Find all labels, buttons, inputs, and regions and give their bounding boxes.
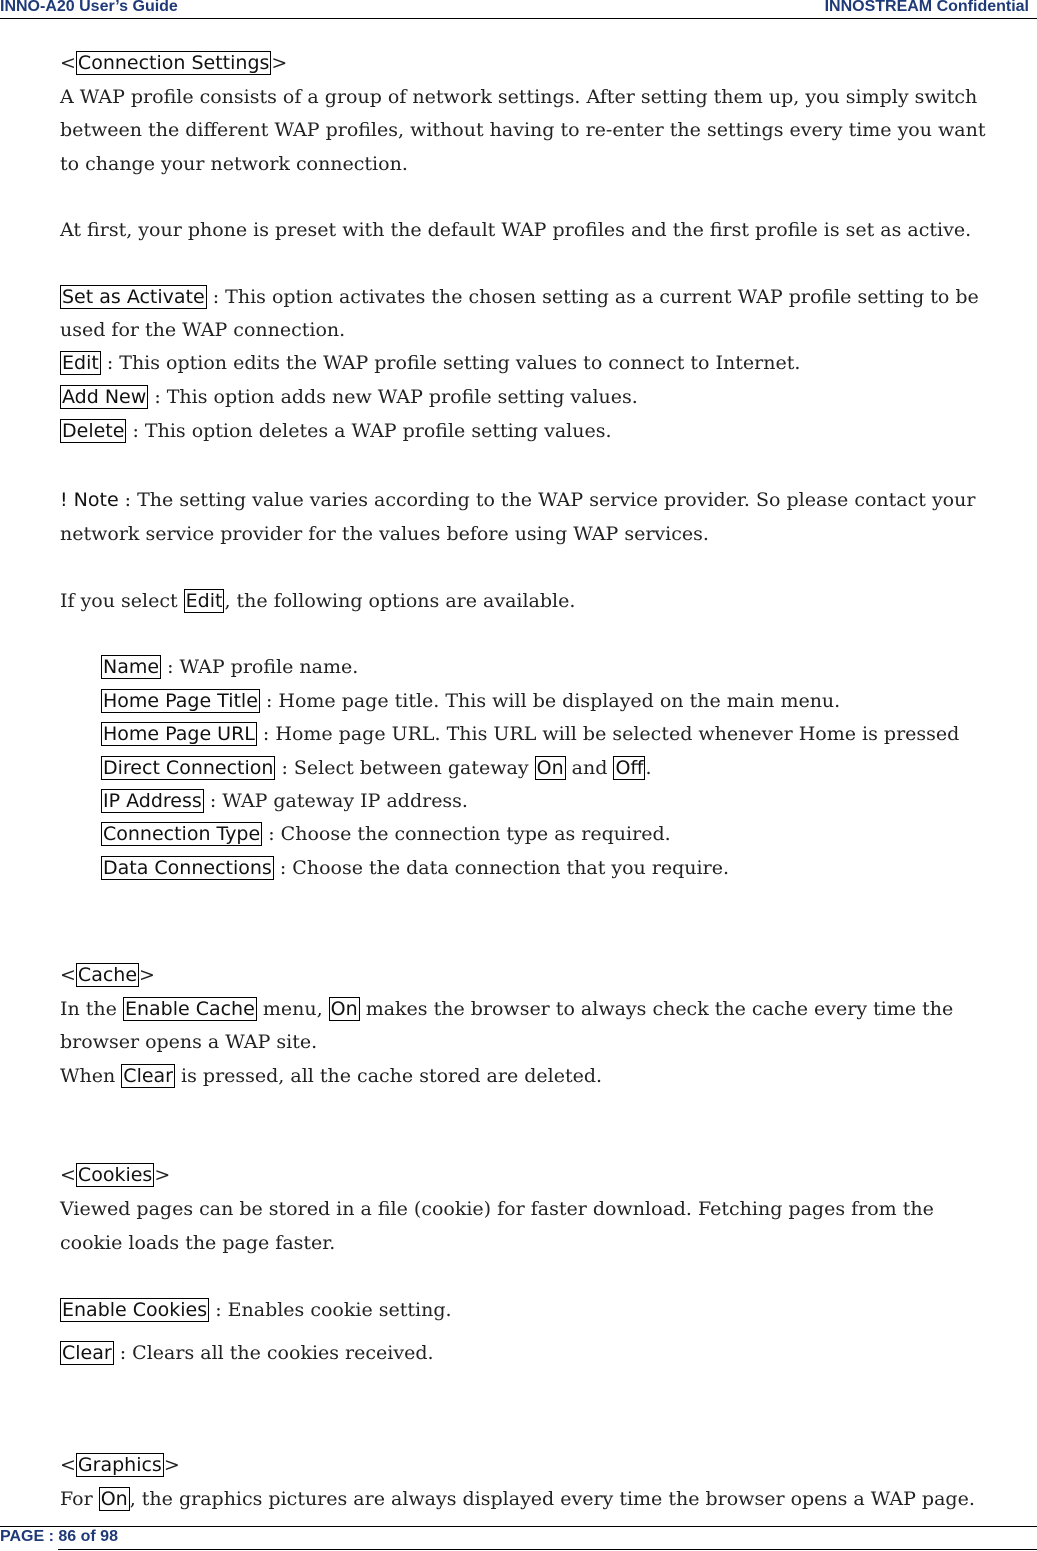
header-doc-title: INNO-A20 User’s Guide bbox=[0, 0, 178, 15]
edit-intro: If you select Edit , the following options are available. bbox=[60, 590, 576, 612]
connection-para-line: between the different WAP profiles, without having to re-enter the settings every time you want bbox=[60, 119, 986, 141]
field-ip-address: IP Address : WAP gateway IP address. bbox=[103, 790, 468, 812]
connection-preset-para: At first, your phone is preset with the default WAP profiles and the first profile is set as active. bbox=[60, 219, 972, 241]
connection-para-line: A WAP profile consists of a group of network settings. After setting them up, you simply switch bbox=[60, 86, 978, 108]
field-home-page-title: Home Page Title : Home page title. This will be displayed on the main menu. bbox=[103, 690, 841, 712]
cache-line: In the Enable Cache menu, On makes the browser to always check the cache every time the bbox=[60, 998, 954, 1020]
footer-rule-top bbox=[0, 1526, 1037, 1527]
cache-heading: < Cache> bbox=[60, 964, 155, 986]
field-connection-type: Connection Type : Choose the connection type as required. bbox=[103, 823, 671, 845]
field-name: Name : WAP profile name. bbox=[103, 656, 359, 678]
cache-line-2: browser opens a WAP site. bbox=[60, 1031, 318, 1053]
field-home-page-url: Home Page URL : Home page URL. This URL will be selected whenever Home is pressed bbox=[103, 723, 960, 745]
note-line-2: network service provider for the values before using WAP services. bbox=[60, 523, 709, 545]
page-number: PAGE : 86 of 98 bbox=[0, 1528, 118, 1545]
cookies-heading: < Cookies> bbox=[60, 1164, 171, 1186]
option-clear-cookies: Clear : Clears all the cookies received. bbox=[62, 1342, 434, 1364]
cookies-line-2: cookie loads the page faster. bbox=[60, 1232, 336, 1254]
graphics-heading: < Graphics> bbox=[60, 1454, 180, 1476]
field-data-connections: Data Connections : Choose the data connection that you require. bbox=[103, 857, 729, 879]
header-confidential: INNOSTREAM Confidential bbox=[824, 0, 1029, 15]
field-direct-connection: Direct Connection : Select between gateway On and Off . bbox=[103, 757, 652, 779]
option-set-as-activate: Set as Activate : This option activates the chosen setting as a current WAP profile setting to be bbox=[62, 286, 979, 308]
option-delete: Delete : This option deletes a WAP profile setting values. bbox=[62, 420, 612, 442]
graphics-line: For On , the graphics pictures are always displayed every time the browser opens a WAP page. bbox=[60, 1488, 975, 1510]
page-footer bbox=[0, 1526, 1037, 1550]
note-line: ! Note : The setting value varies according to the WAP service provider. So please contact your bbox=[60, 489, 976, 511]
option-enable-cookies: Enable Cookies : Enables cookie setting. bbox=[62, 1299, 452, 1321]
connection-heading: < Connection Settings > bbox=[60, 52, 288, 74]
cache-clear-line: When Clear is pressed, all the cache stored are deleted. bbox=[60, 1065, 603, 1087]
option-set-as-activate-cont: used for the WAP connection. bbox=[60, 319, 346, 341]
page-header bbox=[0, 0, 1037, 19]
option-add-new: Add New : This option adds new WAP profile setting values. bbox=[62, 386, 638, 408]
option-edit: Edit : This option edits the WAP profile setting values to connect to Internet. bbox=[62, 352, 801, 374]
connection-para-line: to change your network connection. bbox=[60, 153, 408, 175]
cookies-line: Viewed pages can be stored in a file (cookie) for faster download. Fetching pages from the bbox=[60, 1198, 934, 1220]
footer-rule-bottom bbox=[58, 1549, 1037, 1550]
